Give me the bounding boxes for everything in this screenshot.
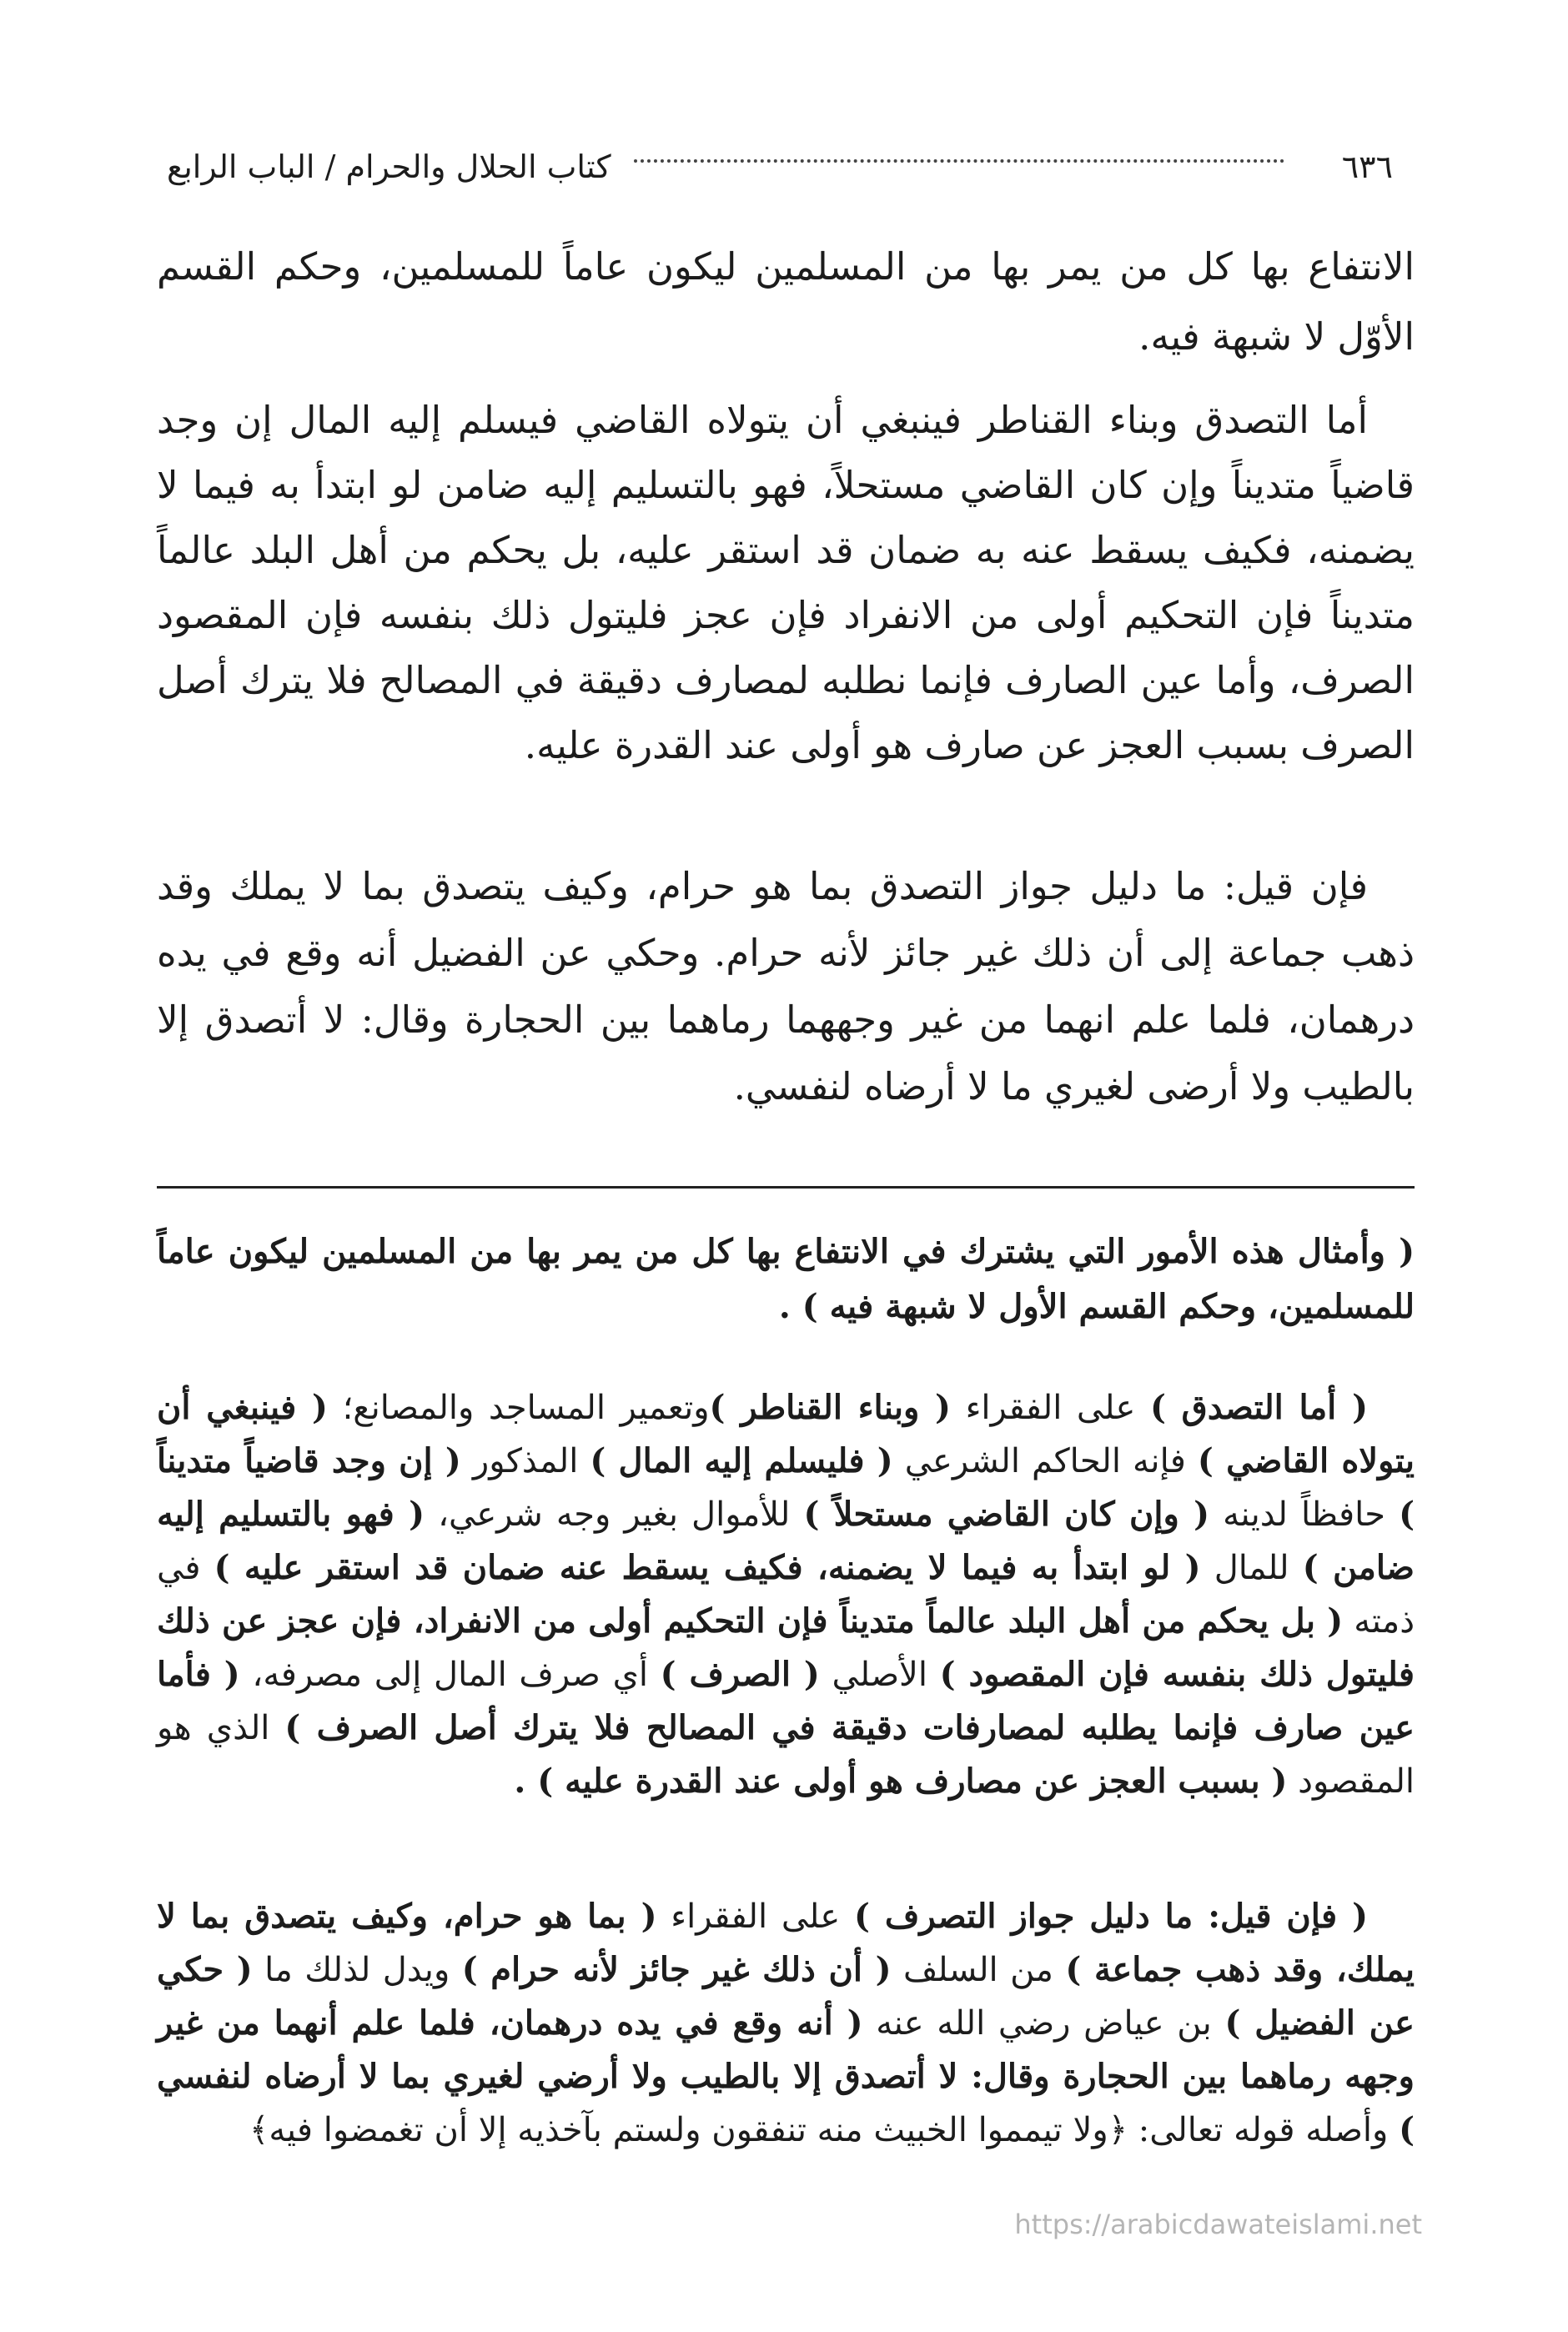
matn-quote: ( وإن كان القاضي مستحلاً ) <box>803 1495 1209 1534</box>
matn-quote: ( بل يحكم من أهل البلد عالماً متديناً فإن التحكيم أولى من الانفراد، فإن عجز عن ذلك فليتول ذلك بنفسه فإن المقصود ) <box>157 1601 1415 1694</box>
sharh-text: الأصلي <box>819 1656 940 1694</box>
sharh-text: فإنه الحاكم الشرعي <box>892 1442 1198 1480</box>
sharh-text: على الفقراء <box>950 1389 1150 1427</box>
matn-quote: ( وبناء القناطر ) <box>709 1388 951 1427</box>
sharh-text: أي صرف المال إلى مصرفه، <box>239 1656 661 1694</box>
sharh-text: ويدل لذلك ما <box>252 1951 462 1989</box>
matn-quote: ( فأما عين صارف فإنما يطلبه لمصارفات دقيقة في المصالح فلا يترك أصل الصرف ) <box>157 1655 1415 1747</box>
matn-quote: ( بسبب العجز عن مصارف هو أولى عند القدرة عليه ) . <box>514 1762 1288 1801</box>
commentary-text <box>157 1890 1415 2157</box>
commentary-text: ( وأمثال هذه الأمور التي يشترك في الانتفاع بها كل من يمر بها من المسلمين ليكون عاماً للمسلمين، وحكم القسم الأول لا شبهة فيه ) . <box>157 1232 1415 1326</box>
sharh-text: الذي هو المقصود <box>157 1709 1415 1801</box>
main-paragraph-3 <box>157 853 1415 1120</box>
main-paragraph-text: فإن قيل: ما دليل جواز التصدق بما هو حرام، وكيف يتصدق بما لا يملك وقد ذهب جماعة إلى أن ذلك غير جائز لأنه حرام. وحكي عن الفضيل أنه وقع في يده درهمان، فلما علم انهما من غير وجههما رماهما بين الحجارة وقال: لا أتصدق إلا بالطيب ولا أرضى لغيري ما لا أرضاه لنفسي. <box>157 864 1415 1108</box>
commentary-divider <box>157 1186 1415 1189</box>
sharh-text: على الفقراء <box>656 1897 855 1936</box>
commentary-paragraph-1 <box>157 1224 1415 1334</box>
running-title: كتاب الحلال والحرام / الباب الرابع <box>167 148 611 185</box>
page-header <box>167 138 1393 196</box>
main-paragraph-2 <box>157 388 1415 778</box>
sharh-text: للأموال بغير وجه شرعي، <box>425 1495 804 1534</box>
main-paragraph-1 <box>157 232 1415 372</box>
main-paragraph-text: أما التصدق وبناء القناطر فينبغي أن يتولاه القاضي فيسلم إليه المال إن وجد قاضياً متديناً وإن كان القاضي مستحلاً، فهو بالتسليم إليه ضامن لو ابتدأ به فيما لا يضمنه، فكيف يسقط عنه به ضمان قد استقر عليه، بل يحكم من أهل البلد عالماً متديناً فإن التحكيم أولى من الانفراد فإن عجز فليتول ذلك بنفسه فإن المقصود الصرف، وأما عين الصارف فإنما نطلبه لمصارف دقيقة في المصالح فلا يترك أصل الصرف بسبب العجز عن صارف هو أولى عند القدرة عليه. <box>157 398 1415 767</box>
matn-quote: ( أنه وقع في يده درهمان، فلما علم أنهما من غير وجهه رماهما بين الحجارة وقال: لا أتصدق إلا بالطيب ولا أرضي لغيري بما لا أرضاه لنفسي ) <box>157 2003 1415 2149</box>
matn-quote: ( إن وجد قاضياً متديناً ) <box>157 1441 1415 1534</box>
main-paragraph-text: الانتفاع بها كل من يمر بها من المسلمين ليكون عاماً للمسلمين، وحكم القسم الأوّل لا شبهة فيه. <box>157 244 1415 359</box>
commentary-paragraph-3 <box>157 1890 1415 2157</box>
matn-quote: ( أما التصدق ) <box>1149 1388 1369 1427</box>
sharh-text: المذكور <box>460 1442 591 1480</box>
matn-quote: ( فينبغي أن يتولاه القاضي ) <box>157 1388 1415 1480</box>
commentary-text <box>157 1381 1415 1808</box>
matn-quote: ( أن ذلك غير جائز لأنه حرام ) <box>461 1950 892 1989</box>
sharh-text: من السلف <box>891 1951 1066 1989</box>
sharh-text: وأصله قوله تعالى: ﴿ولا تيمموا الخبيث منه تنفقون ولستم بآخذيه إلا أن تغمضوا فيه﴾ <box>249 2111 1400 2149</box>
matn-quote: ( لو ابتدأ به فيما لا يضمنه، فكيف يسقط عنه ضمان قد استقر عليه ) <box>214 1548 1201 1587</box>
page-number: ٦٣٦ <box>1341 148 1393 185</box>
matn-quote: ( فهو بالتسليم إليه ضامن ) <box>157 1495 1415 1587</box>
header-leader-dots <box>634 159 1284 163</box>
matn-quote: ( حكي عن الفضيل ) <box>157 1950 1415 2043</box>
commentary-paragraph-2 <box>157 1381 1415 1808</box>
matn-quote: ( الصرف ) <box>660 1655 820 1694</box>
sharh-text: وتعمير المساجد والمصانع؛ <box>327 1389 710 1427</box>
matn-quote: ( فإن قيل: ما دليل جواز التصرف ) <box>854 1897 1369 1936</box>
sharh-text: بن عياض رضي الله عنه <box>862 2004 1225 2043</box>
matn-quote: ( بما هو حرام، وكيف يتصدق بما لا يملك، وقد ذهب جماعة ) <box>157 1897 1415 1989</box>
matn-quote: ( فليسلم إليه المال ) <box>590 1441 893 1480</box>
sharh-text: حافظاً لدينه <box>1209 1495 1400 1534</box>
sharh-text: للمال <box>1200 1549 1303 1587</box>
source-watermark: https://arabicdawateislami.net <box>1014 2209 1422 2240</box>
sharh-text: في ذمته <box>157 1549 1415 1641</box>
